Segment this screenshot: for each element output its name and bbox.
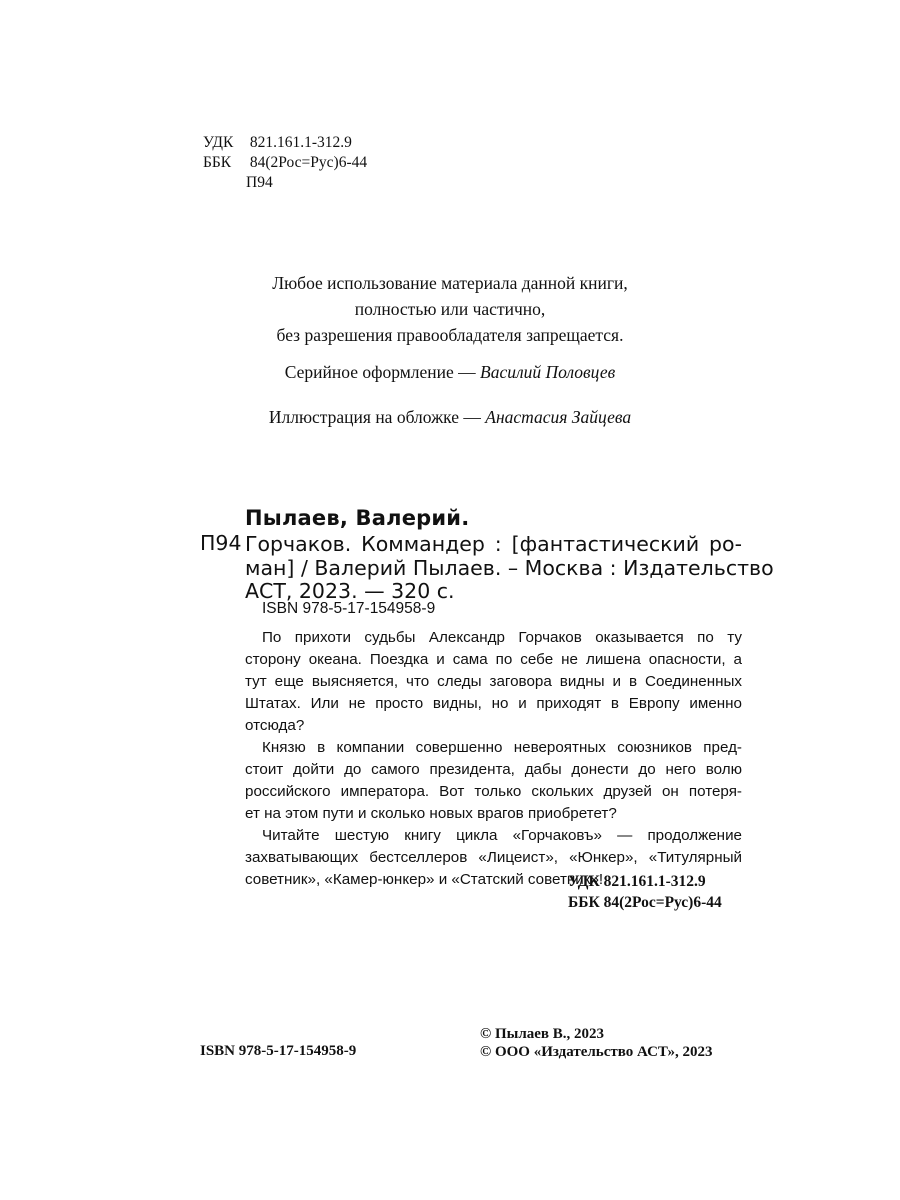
rights-line-1: Любое использование материала данной книги, [272,273,628,293]
annotation-p3-line-3: советник», «Камер-юнкер» и «Статский советник»! [245,871,604,888]
annotation-p1-line-3: тут еще выясняется, что следы заговора видны и в Соединенных [245,673,742,690]
record-isbn: ISBN 978-5-17-154958-9 [262,600,436,617]
record-title-line-1: Горчаков. Коммандер : [фантастический ро- [245,532,742,556]
record-author: Пылаев, Валерий. [245,506,470,530]
rights-line-3: без разрешения правообладателя запрещается. [276,325,624,345]
annotation-p2-line-4: ет на этом пути и сколько новых врагов приобретет? [245,805,617,822]
codes-bbk: ББК 84(2Рос=Рус)6-44 [568,894,722,911]
series-design-credit [160,359,740,385]
record-title-line-3: АСТ, 2023. — 320 с. [245,579,455,603]
annotation-p1-line-5: отсюда? [245,717,305,734]
rights-line-2: полностью или частично, [354,299,546,319]
series-design-label: Серийное оформление — [284,362,476,382]
cover-illustration-name: Анастасия Зайцева [485,407,632,427]
annotation-p2-line-2: стоит дойти до самого президента, дабы донести до него волю [245,761,742,778]
annotation-p2-line-3: российского императора. Вот только скольких друзей он потеря- [245,783,742,800]
udk-value: 821.161.1-312.9 [249,134,352,151]
udk-row [203,133,352,153]
copyright-publisher: © ООО «Издательство АСТ», 2023 [480,1044,713,1060]
annotation-p1-line-4: Штатах. Или не просто видны, но и приходят в Европу именно [245,695,742,712]
annotation-p3-line-1: Читайте шестую книгу цикла «Горчаковъ» — продолжение [262,827,742,844]
annotation-p1-line-2: сторону океана. Поездка и сама по себе не лишена опасности, а [245,651,742,668]
udk-label: УДК [203,134,234,151]
cover-illustration-label: Иллюстрация на обложке — [268,407,481,427]
author-mark: П94 [246,174,273,191]
footer-isbn: ISBN 978-5-17-154958-9 [200,1043,357,1059]
copyright-author: © Пылаев В., 2023 [480,1026,605,1042]
record-title-line-2: ман] / Валерий Пылаев. – Москва : Издательство [245,556,774,580]
series-design-name: Василий Половцев [480,362,616,382]
cover-illustration-credit [160,404,740,430]
bbk-value: 84(2Рос=Рус)6-44 [249,154,368,171]
annotation-p2-line-1: Князю в компании совершенно невероятных союзников пред- [262,739,742,756]
record-code: П94 [200,531,242,555]
bbk-label: ББК [203,154,232,171]
codes-udk: УДК 821.161.1-312.9 [568,873,706,890]
annotation-p3-line-2: захватывающих бестселлеров «Лицеист», «Юнкер», «Титулярный [245,849,742,866]
annotation-p1-line-1: По прихоти судьбы Александр Горчаков оказывается по ту [262,629,742,646]
bbk-row [203,153,367,173]
